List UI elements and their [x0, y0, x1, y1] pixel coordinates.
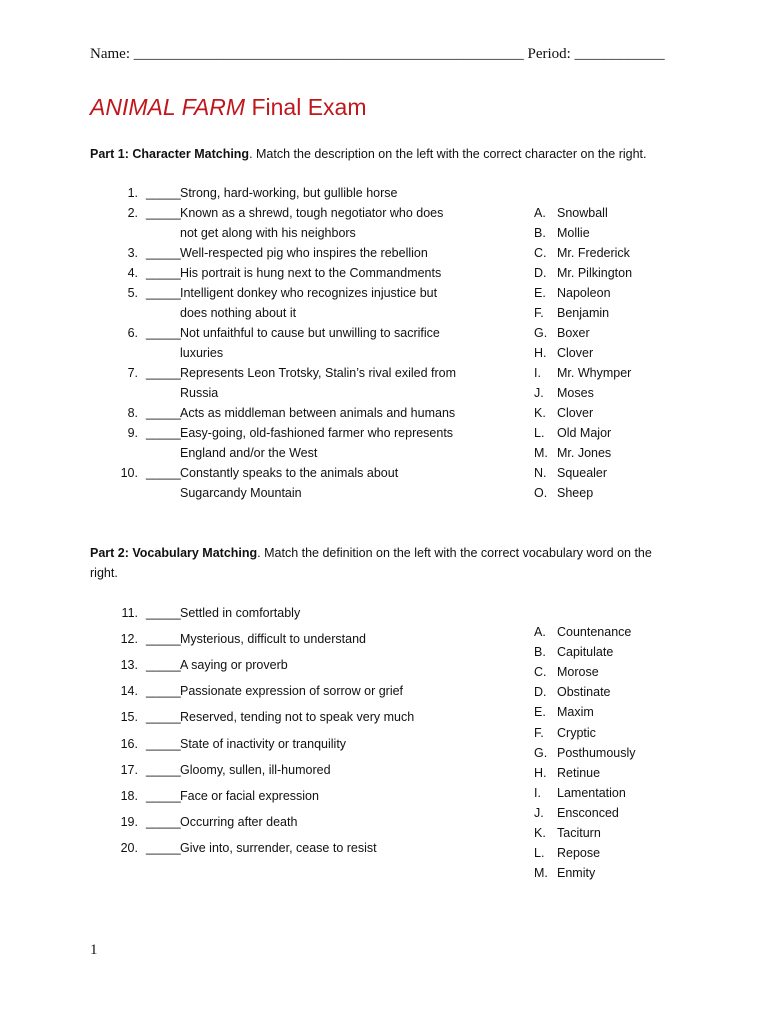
part2-instructions [90, 543, 680, 583]
answer-blank[interactable]: _____ [146, 426, 181, 440]
vocabulary-option [534, 763, 600, 783]
option-letter: A. [534, 206, 546, 220]
vocabulary-option [534, 702, 594, 722]
question-text [180, 263, 480, 283]
option-text: Morose [557, 665, 599, 680]
question-number: 4. [127, 266, 138, 280]
character-option [534, 483, 593, 503]
question-text [180, 463, 480, 503]
character-option [534, 203, 608, 223]
question-text [180, 403, 480, 423]
character-option [534, 283, 611, 303]
vocabulary-option [534, 682, 611, 702]
option-text: Snowball [557, 206, 608, 220]
option-letter: D. [534, 685, 547, 700]
option-letter: N. [534, 466, 547, 480]
answer-blank[interactable]: _____ [146, 266, 181, 280]
vocabulary-option [534, 662, 599, 682]
option-letter: K. [534, 826, 546, 840]
character-option [534, 243, 630, 263]
character-option [534, 263, 632, 283]
answer-blank[interactable]: _____ [146, 840, 181, 855]
option-text: Ensconced [557, 805, 619, 820]
option-text: Clover [557, 406, 594, 420]
question-text-line: Strong, hard-working, but gullible horse [180, 186, 398, 200]
question-text-line: England and/or the West [180, 446, 318, 460]
question-text-line: Represents Leon Trotsky, Stalin’s rival exiled from [180, 366, 457, 380]
question-text-line: Known as a shrewd, tough negotiator who does [180, 206, 444, 220]
answer-blank[interactable]: _____ [146, 710, 181, 725]
option-letter: B. [534, 645, 546, 660]
option-text: Mollie [557, 226, 590, 240]
question-text [180, 183, 480, 203]
question-text: Occurring after death [180, 814, 298, 829]
character-option [534, 323, 590, 343]
option-text: Cryptic [557, 725, 596, 740]
question-number: 8. [127, 406, 138, 420]
option-text: Napoleon [557, 286, 611, 300]
character-option [534, 423, 611, 443]
option-text: Sheep [557, 486, 594, 500]
question-text [180, 243, 480, 263]
answer-blank[interactable]: _____ [146, 632, 181, 647]
answer-blank[interactable]: _____ [146, 658, 181, 673]
question-number: 10. [120, 466, 138, 480]
answer-blank[interactable]: _____ [146, 736, 181, 751]
answer-blank[interactable]: _____ [146, 814, 181, 829]
question-text-line: Acts as middleman between animals and humans [180, 406, 456, 420]
answer-blank[interactable]: _____ [146, 186, 181, 200]
question-text: Mysterious, difficult to understand [180, 632, 366, 647]
question-text-line: Sugarcandy Mountain [180, 486, 302, 500]
option-letter: O. [534, 486, 548, 500]
answer-blank[interactable]: _____ [146, 788, 181, 803]
option-text: Boxer [557, 326, 590, 340]
option-text: Retinue [557, 765, 601, 780]
answer-blank[interactable]: _____ [146, 286, 181, 300]
option-letter: M. [534, 446, 548, 460]
option-text: Taciturn [557, 826, 601, 840]
option-text: Mr. Frederick [557, 246, 630, 260]
question-text-line: does nothing about it [180, 306, 297, 320]
question-text-line: Intelligent donkey who recognizes injustice but [180, 286, 438, 300]
answer-blank[interactable]: _____ [146, 246, 181, 260]
option-text: Repose [557, 846, 601, 861]
vocabulary-option [534, 723, 596, 743]
vocabulary-option [534, 642, 613, 662]
student-header [90, 46, 670, 63]
option-letter: C. [534, 665, 547, 680]
question-number: 14. [120, 684, 138, 699]
question-text [180, 363, 480, 403]
answer-blank[interactable]: _____ [146, 606, 181, 620]
answer-blank[interactable]: _____ [146, 684, 181, 699]
option-letter: B. [534, 226, 546, 240]
question-text: Settled in comfortably [180, 606, 301, 620]
option-text: Posthumously [557, 745, 636, 760]
period-input-line[interactable]: ____________ [574, 46, 665, 62]
part2-heading: Part 2: Vocabulary Matching [90, 546, 258, 560]
question-number: 16. [120, 736, 138, 751]
vocabulary-option [534, 863, 595, 883]
option-letter: G. [534, 326, 548, 340]
option-letter: F. [534, 306, 544, 320]
title-book-name: ANIMAL FARM [90, 94, 246, 120]
question-text-line: Well-respected pig who inspires the rebellion [180, 246, 428, 260]
page-number: 1 [90, 942, 98, 958]
character-option [534, 443, 611, 463]
part1-instructions [90, 144, 680, 164]
option-text: Clover [557, 346, 594, 360]
question-text: A saying or proverb [180, 658, 288, 673]
name-label: Name: [90, 46, 130, 62]
option-text: Lamentation [557, 785, 626, 800]
vocabulary-option [534, 803, 619, 823]
option-text: Maxim [557, 705, 594, 720]
question-number: 15. [120, 710, 138, 725]
question-text: Reserved, tending not to speak very much [180, 710, 415, 725]
option-letter: J. [534, 386, 544, 400]
question-number: 2. [127, 206, 138, 220]
question-text: Face or facial expression [180, 788, 319, 803]
question-text-line: His portrait is hung next to the Commandments [180, 266, 442, 280]
option-text: Moses [557, 386, 594, 400]
question-text: State of inactivity or tranquility [180, 736, 347, 751]
character-option [534, 383, 594, 403]
option-letter: E. [534, 705, 546, 720]
vocabulary-option [534, 843, 600, 863]
option-letter: C. [534, 246, 547, 260]
option-text: Mr. Pilkington [557, 266, 633, 280]
character-option [534, 403, 593, 423]
option-letter: I. [534, 785, 541, 800]
option-text: Enmity [557, 866, 596, 881]
vocabulary-option [534, 823, 601, 843]
question-text-line: Not unfaithful to cause but unwilling to sacrifice [180, 326, 440, 340]
question-number: 19. [120, 814, 138, 829]
character-option [534, 303, 609, 323]
question-text [180, 203, 480, 243]
option-text: Mr. Jones [557, 446, 612, 460]
option-text: Countenance [557, 625, 632, 639]
option-letter: K. [534, 406, 546, 420]
option-letter: H. [534, 346, 547, 360]
answer-blank[interactable]: _____ [146, 406, 181, 420]
option-text: Capitulate [557, 645, 614, 660]
page-title [90, 94, 367, 121]
character-option [534, 363, 631, 383]
answer-blank[interactable]: _____ [146, 326, 181, 340]
question-text: Give into, surrender, cease to resist [180, 840, 377, 855]
vocabulary-option [534, 783, 626, 803]
question-text: Gloomy, sullen, ill-humored [180, 762, 331, 777]
title-rest: Final Exam [245, 94, 367, 120]
question-text-line: Russia [180, 386, 219, 400]
part1-instruction-text: . Match the description on the left with the correct character on the right. [249, 147, 647, 161]
question-text: Passionate expression of sorrow or grief [180, 684, 404, 699]
question-number: 20. [120, 840, 138, 855]
option-text: Obstinate [557, 685, 611, 700]
option-letter: I. [534, 366, 541, 380]
character-option [534, 343, 593, 363]
name-input-line[interactable]: ____________________________________________________ [133, 46, 524, 62]
answer-blank[interactable]: _____ [146, 206, 181, 220]
question-number: 13. [120, 658, 138, 673]
question-number: 5. [127, 286, 138, 300]
option-text: Mr. Whymper [557, 366, 632, 380]
answer-blank[interactable]: _____ [146, 466, 181, 480]
question-text-line: Constantly speaks to the animals about [180, 466, 399, 480]
question-number: 18. [120, 788, 138, 803]
option-letter: L. [534, 846, 545, 861]
question-number: 3. [127, 246, 138, 260]
question-text [180, 283, 480, 323]
option-text: Old Major [557, 426, 612, 440]
question-number: 12. [120, 632, 138, 647]
period-label: Period: [527, 46, 571, 62]
option-letter: J. [534, 805, 544, 820]
question-text [180, 423, 480, 463]
vocabulary-option [534, 622, 631, 642]
question-number: 11. [121, 606, 138, 620]
option-letter: E. [534, 286, 546, 300]
question-text [180, 323, 480, 363]
option-letter: F. [534, 725, 544, 740]
question-number: 9. [127, 426, 138, 440]
question-text-line: not get along with his neighbors [180, 226, 356, 240]
question-number: 7. [127, 366, 138, 380]
question-text-line: Easy-going, old-fashioned farmer who represents [180, 426, 454, 440]
option-text: Benjamin [557, 306, 610, 320]
option-letter: A. [534, 625, 546, 639]
option-letter: G. [534, 745, 548, 760]
answer-blank[interactable]: _____ [146, 366, 181, 380]
vocabulary-option [534, 743, 636, 763]
option-letter: H. [534, 765, 547, 780]
character-option [534, 223, 590, 243]
question-number: 6. [127, 326, 138, 340]
part1-heading: Part 1: Character Matching [90, 147, 250, 161]
question-number: 17. [120, 762, 138, 777]
option-letter: L. [534, 426, 545, 440]
answer-blank[interactable]: _____ [146, 762, 181, 777]
part2-instruction-text: . Match the definition on the left with the correct vocabulary word on the right. [90, 546, 652, 580]
option-text: Squealer [557, 466, 608, 480]
option-letter: M. [534, 866, 548, 881]
question-number: 1. [127, 186, 138, 200]
option-letter: D. [534, 266, 547, 280]
question-text-line: luxuries [180, 346, 224, 360]
character-option [534, 463, 607, 483]
